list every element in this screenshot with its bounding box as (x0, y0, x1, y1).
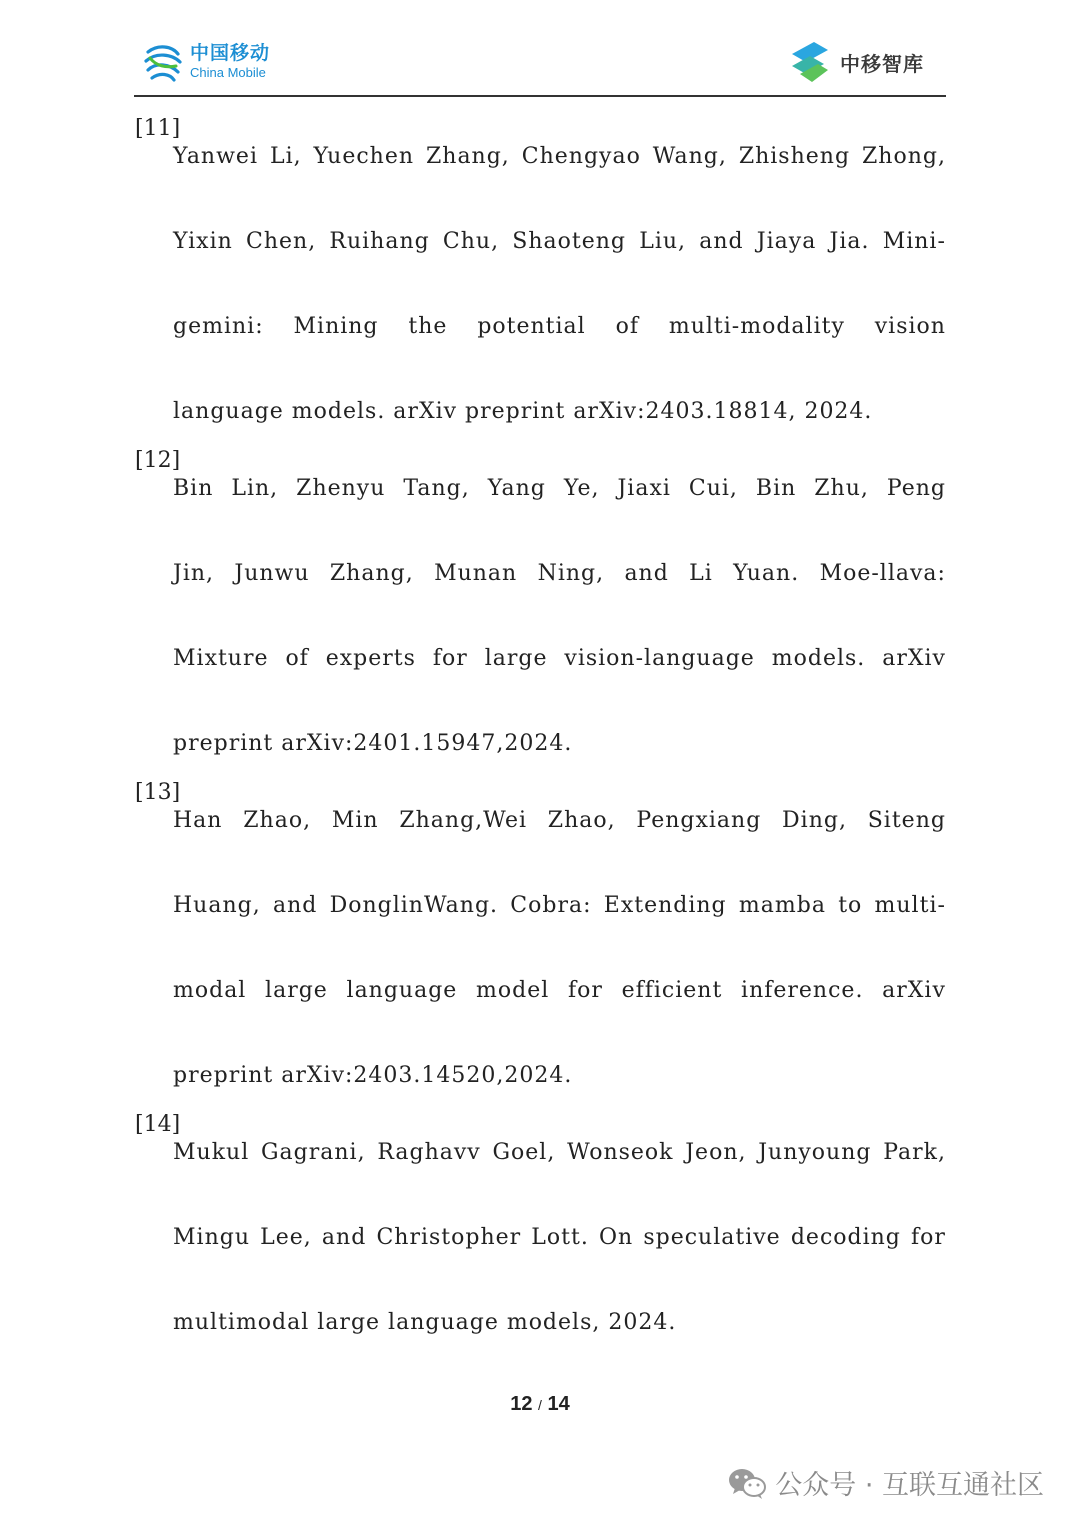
reference-item (135, 1110, 946, 1365)
page-separator: / (538, 1397, 542, 1413)
china-mobile-name-en: China Mobile (190, 64, 266, 80)
reference-number: [12] (135, 448, 181, 473)
reference-number: [11] (135, 116, 181, 141)
reference-line: preprint arXiv:2403.14520,2024. (173, 1063, 573, 1088)
reference-item (135, 114, 946, 454)
page-number (0, 1393, 1080, 1416)
watermark-text: 公众号 · 互联互通社区 (775, 1470, 1044, 1501)
reference-list (135, 116, 946, 1385)
reference-item (135, 778, 946, 1118)
reference-text (173, 446, 946, 786)
reference-line: preprint arXiv:2401.15947,2024. (173, 731, 573, 756)
reference-text (173, 1110, 946, 1365)
page-header (134, 36, 946, 96)
china-mobile-name-cn: 中国移动 (190, 41, 271, 64)
reference-text (173, 114, 946, 454)
china-mobile-emblem-icon (142, 40, 184, 82)
reference-line: Yanwei Li, Yuechen Zhang, Chengyao Wang, Zhisheng Zhong, (173, 144, 946, 169)
reference-line: Bin Lin, Zhenyu Tang, Yang Ye, Jiaxi Cui, Bin Zhu, Peng (173, 476, 946, 501)
reference-number: [14] (135, 1112, 181, 1137)
total-pages: 14 (547, 1393, 570, 1415)
watermark (727, 1463, 1044, 1502)
reference-line: Mingu Lee, and Christopher Lott. On speculative decoding for (173, 1225, 946, 1250)
reference-line: Yixin Chen, Ruihang Chu, Shaoteng Liu, and Jiaya Jia. Mini- (173, 229, 946, 254)
reference-line: language models. arXiv preprint arXiv:2403.18814, 2024. (173, 399, 873, 424)
wechat-icon (727, 1466, 767, 1500)
reference-line: Jin, Junwu Zhang, Munan Ning, and Li Yuan. Moe-llava: (173, 561, 946, 586)
zhongyi-emblem-icon (786, 38, 834, 86)
current-page: 12 (510, 1393, 533, 1415)
china-mobile-logo (142, 40, 270, 82)
reference-line: Mixture of experts for large vision-language models. arXiv (173, 646, 946, 671)
reference-line: Mukul Gagrani, Raghavv Goel, Wonseok Jeon, Junyoung Park, (173, 1140, 946, 1165)
reference-text (173, 778, 946, 1118)
reference-line: Huang, and DonglinWang. Cobra: Extending mamba to multi- (173, 893, 946, 918)
reference-line: modal large language model for efficient inference. arXiv (173, 978, 946, 1003)
zhongyi-zhiku-logo (786, 38, 924, 86)
reference-line: Han Zhao, Min Zhang,Wei Zhao, Pengxiang Ding, Siteng (173, 808, 946, 833)
zhongyi-zhiku-name: 中移智库 (840, 51, 924, 76)
reference-item (135, 446, 946, 786)
reference-line: gemini: Mining the potential of multi-modality vision (173, 314, 946, 339)
header-divider (134, 95, 946, 97)
reference-line: multimodal large language models, 2024. (173, 1310, 677, 1335)
reference-number: [13] (135, 780, 181, 805)
